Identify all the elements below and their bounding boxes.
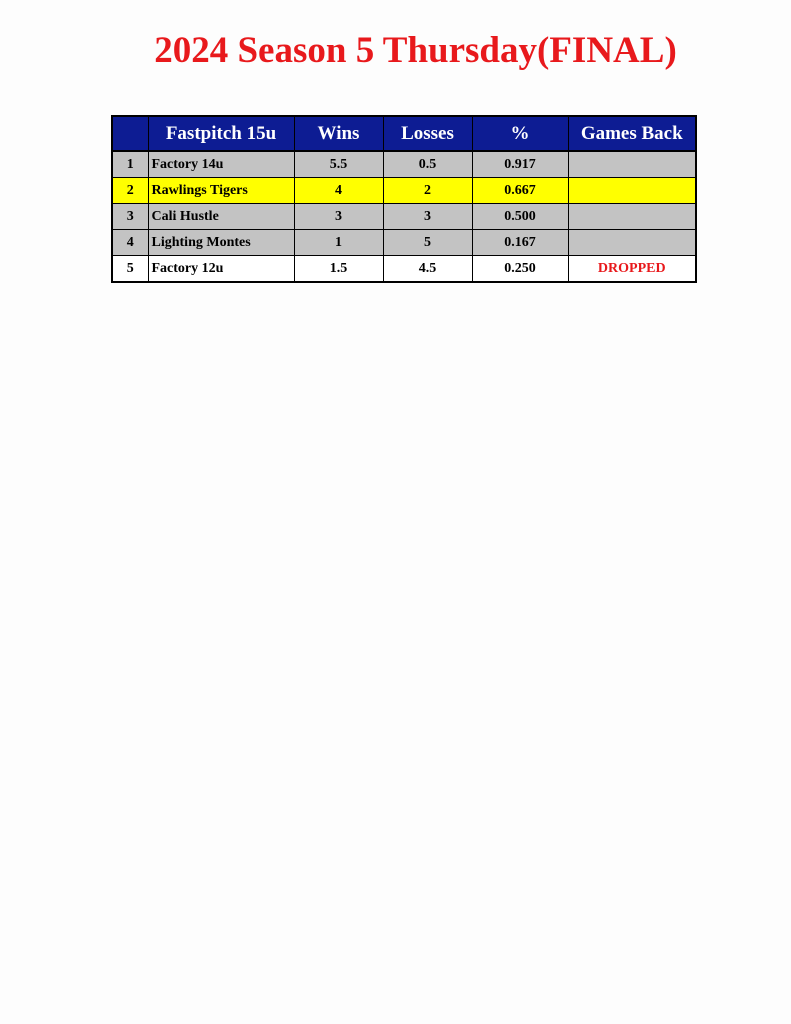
pct-cell: 0.250 bbox=[472, 256, 568, 283]
standings-table bbox=[111, 115, 697, 283]
pct-cell: 0.167 bbox=[472, 230, 568, 256]
wins-cell: 3 bbox=[294, 204, 383, 230]
team-cell: Cali Hustle bbox=[148, 204, 294, 230]
losses-cell: 5 bbox=[383, 230, 472, 256]
wins-cell: 5.5 bbox=[294, 151, 383, 178]
header-losses: Losses bbox=[383, 116, 472, 151]
losses-cell: 4.5 bbox=[383, 256, 472, 283]
header-games-back: Games Back bbox=[568, 116, 696, 151]
team-cell: Factory 12u bbox=[148, 256, 294, 283]
rank-cell: 1 bbox=[112, 151, 148, 178]
table-row bbox=[112, 230, 696, 256]
header-rank bbox=[112, 116, 148, 151]
table-row bbox=[112, 178, 696, 204]
games-back-cell bbox=[568, 178, 696, 204]
header-pct: % bbox=[472, 116, 568, 151]
wins-cell: 4 bbox=[294, 178, 383, 204]
team-cell: Factory 14u bbox=[148, 151, 294, 178]
page-title: 2024 Season 5 Thursday(FINAL) bbox=[154, 30, 677, 71]
losses-cell: 2 bbox=[383, 178, 472, 204]
losses-cell: 3 bbox=[383, 204, 472, 230]
rank-cell: 4 bbox=[112, 230, 148, 256]
pct-cell: 0.917 bbox=[472, 151, 568, 178]
team-cell: Lighting Montes bbox=[148, 230, 294, 256]
rank-cell: 3 bbox=[112, 204, 148, 230]
games-back-cell bbox=[568, 151, 696, 178]
header-team: Fastpitch 15u bbox=[148, 116, 294, 151]
games-back-cell bbox=[568, 230, 696, 256]
pct-cell: 0.667 bbox=[472, 178, 568, 204]
header-wins: Wins bbox=[294, 116, 383, 151]
wins-cell: 1.5 bbox=[294, 256, 383, 283]
dropped-status: DROPPED bbox=[568, 256, 696, 283]
wins-cell: 1 bbox=[294, 230, 383, 256]
table-row bbox=[112, 151, 696, 178]
table-row bbox=[112, 204, 696, 230]
losses-cell: 0.5 bbox=[383, 151, 472, 178]
games-back-cell bbox=[568, 204, 696, 230]
pct-cell: 0.500 bbox=[472, 204, 568, 230]
rank-cell: 5 bbox=[112, 256, 148, 283]
rank-cell: 2 bbox=[112, 178, 148, 204]
table-row bbox=[112, 256, 696, 283]
team-cell: Rawlings Tigers bbox=[148, 178, 294, 204]
standings-header-row bbox=[112, 116, 696, 151]
